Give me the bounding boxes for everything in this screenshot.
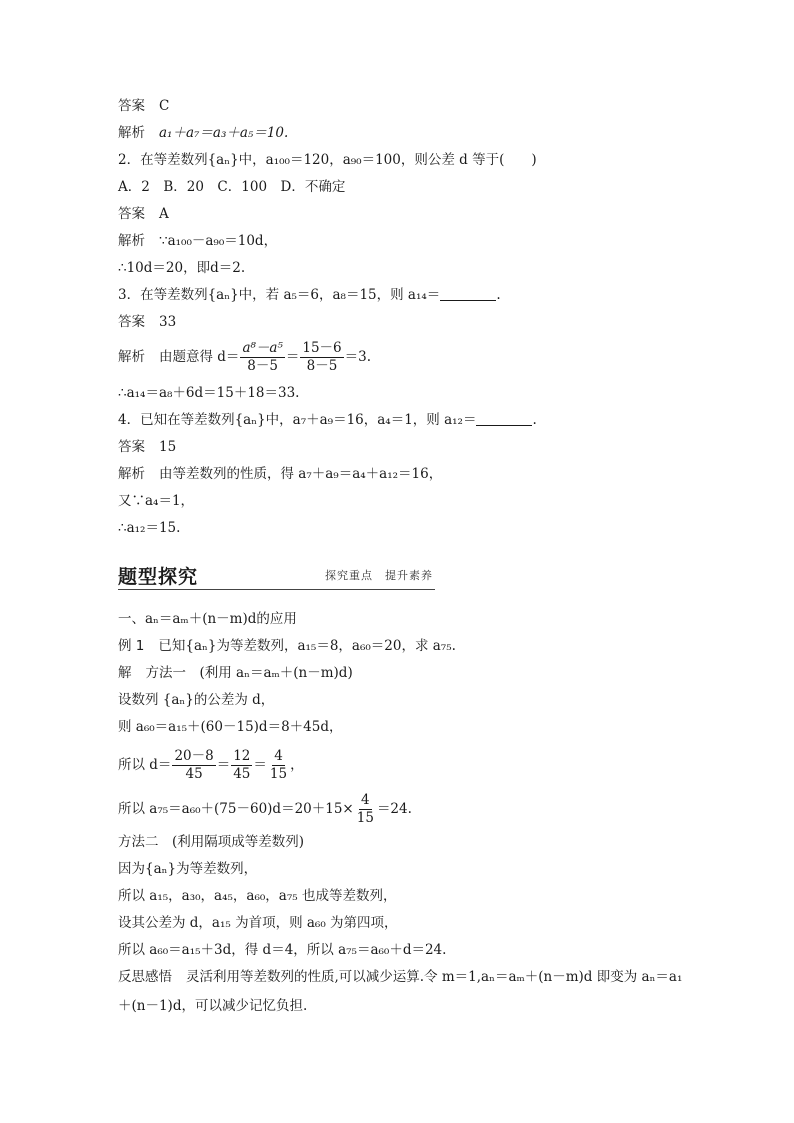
m1-line2: 则 a₆₀＝a₁₅＋(60－15)d＝8＋45d， (118, 719, 343, 735)
m1-line3: 所以 d＝ $\frac{20-8}{45}$ ＝ $\frac{12}{45}$ ＝ $\frac{4}{15}$ ， (118, 748, 304, 782)
method2-title: 方法二 (利用隔项成等差数列) (118, 834, 305, 850)
section-header (118, 562, 435, 590)
q4-answer-line (118, 437, 176, 457)
analysis-label: 解析 (118, 125, 145, 141)
m2-line4: 所以 a₆₀＝a₁₅＋3d，得 d＝4，所以 a₇₅＝a₆₀＋d＝24. (118, 942, 447, 958)
q4-analysis-1: 由等差数列的性质，得 a₇＋a₉＝a₄＋a₁₂＝16， (159, 466, 443, 482)
q3-fraction-2: $\frac{15-6}{8-5}$ (302, 340, 342, 374)
q1-analysis: a₁＋a₇＝a₃＋a₅＝10. (159, 125, 289, 141)
example1-stem: 已知{aₙ}为等差数列，a₁₅＝8，a₆₀＝20，求 a₇₅. (158, 638, 456, 654)
q3-analysis-line: 解析 由题意得 d＝ $\frac{\text{a⁸－a⁵}}{8-5}$ ＝ $\frac{15-6}{8-5}$ ＝3. (118, 340, 372, 374)
m1-fraction-2: $\frac{12}{45}$ (233, 748, 251, 782)
section-divider (118, 589, 435, 590)
solution-label: 解 (118, 665, 132, 681)
q3-analysis-2: ∴a₁₄＝a₈＋6d＝15＋18＝33. (118, 385, 300, 401)
q3-answer-line (118, 312, 176, 332)
q4-stem-line: 4．已知在等差数列{aₙ}中，a₇＋a₉＝16，a₄＝1，则 a₁₂＝ . (118, 412, 537, 428)
reflect-text-1: 灵活利用等差数列的性质,可以减少运算.令 m＝1,aₙ＝aₘ＋(n－m)d 即变为 aₙ＝a₁ (186, 969, 683, 985)
q3-analysis-post: ＝3. (344, 349, 372, 365)
example1-line (118, 636, 456, 656)
q2-options: A．2 B．20 C．100 D．不确定 (118, 179, 346, 195)
q2-analysis-2: ∴10d＝20，即d＝2. (118, 260, 246, 276)
m2-line2: 所以 a₁₅，a₃₀，a₄₅，a₆₀，a₇₅ 也成等差数列， (118, 888, 397, 904)
q3-analysis-pre: 由题意得 d＝ (159, 349, 240, 365)
q2-answer-line (118, 204, 169, 224)
q4-stem: 4．已知在等差数列{aₙ}中，a₇＋a₉＝16，a₄＝1，则 a₁₂＝ (118, 412, 477, 428)
reflect-line-2: ＋(n－1)d，可以减少记忆负担. (118, 998, 308, 1014)
q3-stem: 3．在等差数列{aₙ}中，若 a₅＝6，a₈＝15，则 a₁₄＝ (118, 287, 441, 303)
q4-analysis-3: ∴a₁₂＝15. (118, 520, 181, 536)
q2-analysis-1: ∵a₁₀₀－a₉₀＝10d， (159, 233, 278, 249)
q4-blank (476, 411, 532, 426)
analysis-label: 解析 (118, 233, 145, 249)
q3-fraction-1: $\frac{\text{a⁸－a⁵}}{8-5}$ (242, 340, 283, 374)
q1-analysis-line (118, 123, 288, 143)
reflect-label: 反思感悟 (118, 969, 172, 985)
reflect-line-1 (118, 967, 682, 987)
m1-fraction-4: $\frac{4}{15}$ (356, 792, 374, 826)
q4-answer: 15 (159, 439, 177, 455)
answer-label: 答案 (118, 314, 145, 330)
topic-heading: 一、aₙ＝aₘ＋(n－m)d的应用 (118, 611, 297, 627)
answer-label: 答案 (118, 439, 145, 455)
m1-line1: 设数列 {aₙ}的公差为 d， (118, 692, 275, 708)
q2-stem: 2．在等差数列{aₙ}中，a₁₀₀＝120，a₉₀＝100，则公差 d 等于( ) (118, 152, 537, 168)
q1-answer-line (118, 96, 169, 116)
q2-analysis-line (118, 231, 277, 251)
section-title: 题型探究 (118, 566, 199, 588)
q4-analysis-line (118, 464, 442, 484)
q3-blank (440, 286, 496, 301)
m1-line4: 所以 a₇₅＝a₆₀＋(75－60)d＝20＋15× $\frac{4}{15}$ ＝24. (118, 792, 412, 826)
m1-fraction-1: $\frac{20-8}{45}$ (174, 748, 214, 782)
q3-answer: 33 (159, 314, 177, 330)
answer-label: 答案 (118, 98, 145, 114)
method1-title: 方法一 (利用 aₙ＝aₘ＋(n－m)d) (145, 665, 353, 681)
q3-stem-line: 3．在等差数列{aₙ}中，若 a₅＝6，a₈＝15，则 a₁₄＝ . (118, 287, 501, 303)
analysis-label: 解析 (118, 349, 145, 365)
m1-fraction-3: $\frac{4}{15}$ (269, 748, 288, 782)
method1-title-line (118, 663, 353, 683)
example-label: 例 1 (118, 638, 145, 654)
answer-label: 答案 (118, 206, 145, 222)
analysis-label: 解析 (118, 466, 145, 482)
m2-line3: 设其公差为 d，a₁₅ 为首项，则 a₆₀ 为第四项， (118, 915, 398, 931)
q4-analysis-2: 又∵a₄＝1， (118, 493, 195, 509)
section-tag: 探究重点 提升素养 (325, 569, 433, 582)
q2-answer: A (159, 206, 169, 222)
m2-line1: 因为{aₙ}为等差数列， (118, 861, 258, 877)
q1-answer: C (159, 98, 170, 114)
